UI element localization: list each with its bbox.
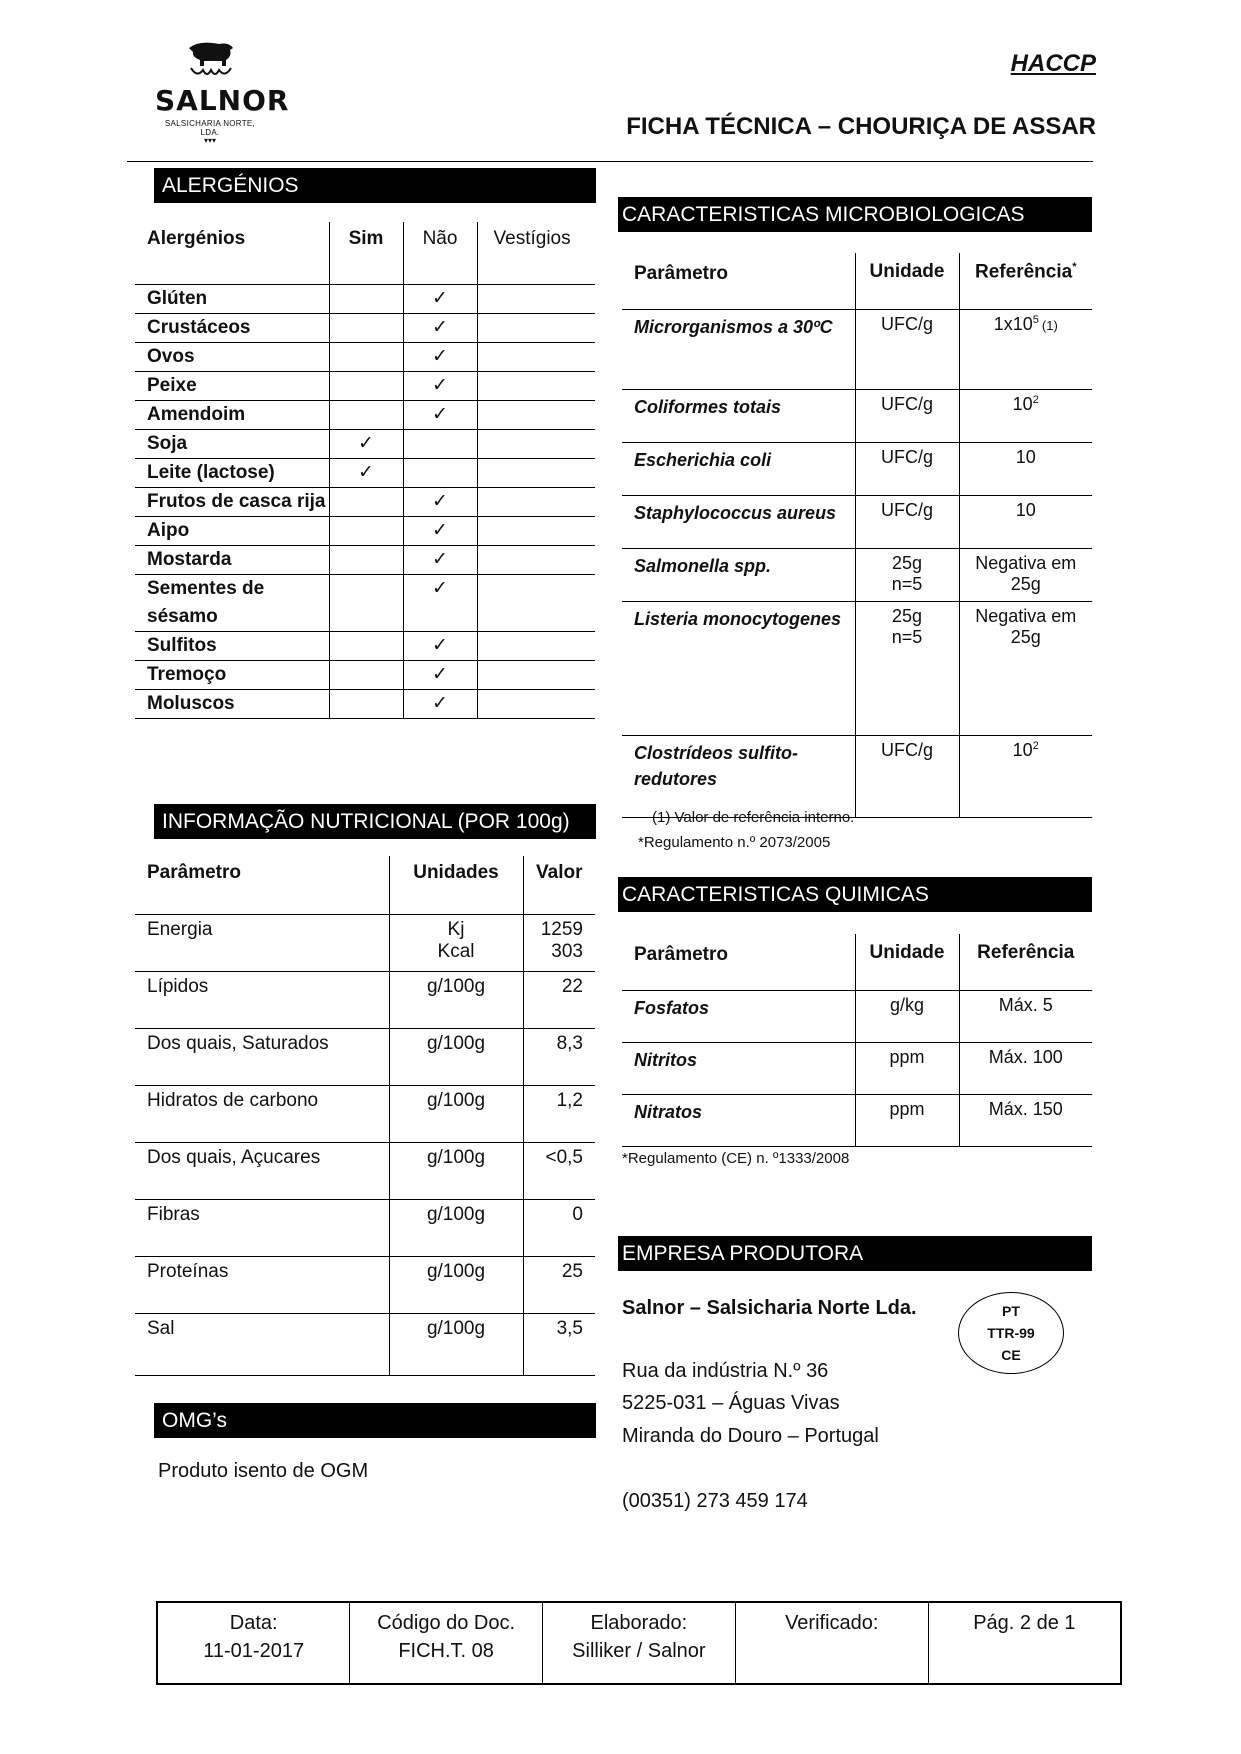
micro-unit-cell: [855, 442, 959, 495]
allergen-nao-cell: [403, 488, 477, 517]
nutrition-unit: g/100g: [426, 1146, 486, 1168]
allergen-nao-cell: [403, 372, 477, 401]
chem-ref: Máx. 150: [959, 1094, 1092, 1146]
footer-verified-label: Verificado:: [785, 1612, 879, 1634]
nutrition-value-cell: [523, 1028, 595, 1085]
col-header-units: Unidades: [389, 856, 523, 914]
allergen-sim-cell: [329, 488, 403, 517]
chem-param: Nitritos: [622, 1042, 855, 1094]
micro-ref-cell: [959, 309, 1092, 389]
allergen-sim-cell: [329, 459, 403, 488]
chem-table: [622, 934, 1092, 1147]
allergen-row: [135, 575, 595, 632]
allergen-nao-cell: [403, 459, 477, 488]
allergen-name: Moluscos: [135, 690, 329, 719]
micro-param: Microrganismos a 30ºC: [622, 309, 855, 389]
chem-row: [622, 990, 1092, 1042]
micro-unit: UFC/g: [880, 499, 933, 520]
micro-row: [622, 735, 1092, 817]
check-icon: ✓: [432, 345, 448, 367]
gmo-text: Produto isento de OGM: [158, 1460, 369, 1482]
allergen-vestigios-cell: [477, 314, 595, 343]
allergen-name: Tremoço: [135, 661, 329, 690]
col-header-vestigios: Vestígios: [477, 222, 595, 285]
check-icon: ✓: [432, 490, 448, 512]
nutrition-value-cell: [523, 1199, 595, 1256]
allergen-sim-cell: [329, 661, 403, 690]
micro-unit: UFC/g: [880, 739, 933, 760]
allergen-name: Mostarda: [135, 546, 329, 575]
micro-ref-cell: [959, 548, 1092, 601]
allergen-sim-cell: [329, 285, 403, 314]
allergen-name: Aipo: [135, 517, 329, 546]
check-icon: ✓: [432, 548, 448, 570]
chem-col-unit: Unidade: [855, 934, 959, 990]
micro-ref: 1x10: [993, 313, 1033, 334]
micro-unit-cell: [855, 601, 959, 735]
micro-ref-line: [960, 447, 1093, 468]
allergen-nao-cell: [403, 314, 477, 343]
col-header-value: Valor: [523, 856, 595, 914]
micro-ref: 10: [1012, 739, 1033, 760]
chem-ref: Máx. 5: [959, 990, 1092, 1042]
allergen-vestigios-cell: [477, 343, 595, 372]
footer-verified: [735, 1602, 928, 1684]
micro-row: [622, 495, 1092, 548]
allergen-name: Soja: [135, 430, 329, 459]
chem-col-param: Parâmetro: [622, 934, 855, 990]
footer-date: [157, 1602, 350, 1684]
micro-param: Listeria monocytogenes: [622, 601, 855, 735]
nutrition-value-2: 303: [551, 940, 583, 962]
footer-date-value: 11-01-2017: [203, 1640, 305, 1662]
nutrition-unit: g/100g: [426, 1260, 486, 1282]
nutrition-param: Sal: [135, 1313, 389, 1375]
company-address-3: Miranda do Douro – Portugal: [622, 1425, 879, 1447]
allergen-vestigios-cell: [477, 632, 595, 661]
micro-ref-cell: [959, 601, 1092, 735]
allergen-vestigios-cell: [477, 285, 595, 314]
nutrition-row: [135, 1256, 595, 1313]
nutrition-section-title: INFORMAÇÃO NUTRICIONAL (POR 100g): [154, 804, 596, 839]
micro-row: [622, 442, 1092, 495]
nutrition-value-cell: [523, 914, 595, 971]
nutrition-value-cell: [523, 1256, 595, 1313]
micro-unit-cell: [855, 389, 959, 442]
chem-note: *Regulamento (CE) n. º1333/2008: [622, 1150, 850, 1167]
document-footer: [156, 1601, 1122, 1685]
nutrition-value: 0: [572, 1203, 583, 1225]
micro-ref: 10: [1012, 393, 1033, 414]
micro-unit: UFC/g: [880, 313, 933, 334]
allergen-name: Crustáceos: [135, 314, 329, 343]
micro-ref-cell: [959, 442, 1092, 495]
micro-table: [622, 253, 1092, 818]
nutrition-param: Energia: [135, 914, 389, 971]
allergen-nao-cell: [403, 575, 477, 632]
allergen-vestigios-cell: [477, 401, 595, 430]
micro-ref-line: [960, 606, 1093, 627]
allergen-row: [135, 285, 595, 314]
micro-unit-cell: [855, 495, 959, 548]
nutrition-row: [135, 1142, 595, 1199]
chem-row: [622, 1094, 1092, 1146]
col-header-sim: Sim: [329, 222, 403, 285]
nutrition-value-cell: [523, 1313, 595, 1375]
nutrition-row: [135, 1085, 595, 1142]
allergen-vestigios-cell: [477, 517, 595, 546]
allergen-sim-cell: [329, 546, 403, 575]
allergen-vestigios-cell: [477, 372, 595, 401]
company-name: Salnor – Salsicharia Norte Lda.: [622, 1297, 917, 1319]
chem-unit: g/kg: [855, 990, 959, 1042]
micro-col-ref-mark: *: [1072, 261, 1077, 273]
micro-ref-line: [960, 740, 1093, 761]
allergen-name: Amendoim: [135, 401, 329, 430]
micro-ref: 10: [1015, 446, 1036, 467]
nutrition-row: [135, 1028, 595, 1085]
check-icon: ✓: [432, 519, 448, 541]
document-title: FICHA TÉCNICA – CHOURIÇA DE ASSAR: [626, 113, 1096, 140]
nutrition-unit: g/100g: [426, 1089, 486, 1111]
micro-row: [622, 309, 1092, 389]
check-icon: ✓: [432, 287, 448, 309]
allergen-sim-cell: [329, 430, 403, 459]
company-phone: (00351) 273 459 174: [622, 1490, 808, 1512]
nutrition-unit-cell: [389, 971, 523, 1028]
nutrition-value: <0,5: [545, 1146, 583, 1168]
nutrition-unit: g/100g: [426, 1317, 486, 1339]
micro-param: Clostrídeos sulfito-redutores: [622, 735, 855, 817]
col-header-nao: Não: [403, 222, 477, 285]
check-icon: ✓: [358, 461, 374, 483]
check-icon: ✓: [432, 634, 448, 656]
health-mark-stamp: [958, 1292, 1064, 1374]
chem-section-title: CARACTERISTICAS QUIMICAS: [618, 877, 1092, 912]
micro-unit-2: n=5: [891, 573, 923, 594]
nutrition-unit-cell: [389, 1256, 523, 1313]
allergen-sim-cell: [329, 343, 403, 372]
nutrition-unit-cell: [389, 1085, 523, 1142]
company-section-title: EMPRESA PRODUTORA: [618, 1236, 1092, 1271]
allergen-vestigios-cell: [477, 459, 595, 488]
micro-col-unit: Unidade: [855, 253, 959, 309]
micro-ref-2: 25g: [1010, 573, 1041, 594]
nutrition-value: 8,3: [556, 1032, 583, 1054]
check-icon: ✓: [432, 692, 448, 714]
allergen-row: [135, 343, 595, 372]
haccp-label: HACCP: [1010, 50, 1096, 77]
allergen-name: Glúten: [135, 285, 329, 314]
micro-param: Escherichia coli: [622, 442, 855, 495]
micro-ref-line: [960, 394, 1093, 415]
allergen-vestigios-cell: [477, 661, 595, 690]
nutrition-row: [135, 1199, 595, 1256]
nutrition-unit: g/100g: [426, 975, 486, 997]
micro-unit-cell: [855, 309, 959, 389]
nutrition-unit-2: Kcal: [437, 940, 475, 962]
micro-unit: 25g: [891, 552, 923, 573]
chem-ref: Máx. 100: [959, 1042, 1092, 1094]
nutrition-value-cell: [523, 971, 595, 1028]
micro-ref-line: [960, 553, 1093, 574]
allergen-sim-cell: [329, 372, 403, 401]
check-icon: ✓: [432, 663, 448, 685]
nutrition-value: 3,5: [556, 1317, 583, 1339]
allergen-nao-cell: [403, 285, 477, 314]
allergen-name: Ovos: [135, 343, 329, 372]
micro-ref-line: [960, 500, 1093, 521]
nutrition-unit-cell: [389, 914, 523, 971]
micro-row: [622, 601, 1092, 735]
allergen-nao-cell: [403, 546, 477, 575]
micro-ref: Negativa em: [975, 552, 1077, 573]
micro-ref-exponent: 5: [1032, 313, 1039, 326]
check-icon: ✓: [358, 432, 374, 454]
company-logo: [155, 38, 290, 148]
allergen-name: Peixe: [135, 372, 329, 401]
nutrition-row: [135, 1313, 595, 1375]
pig-logo-icon: [183, 38, 239, 82]
nutrition-param: Proteínas: [135, 1256, 389, 1313]
footer-prepared-label: Elaborado:: [590, 1612, 688, 1634]
allergen-name: Sulfitos: [135, 632, 329, 661]
stamp-line-3: CE: [1001, 1347, 1021, 1363]
allergen-row: [135, 488, 595, 517]
allergen-row: [135, 430, 595, 459]
chem-row: [622, 1042, 1092, 1094]
chem-param: Nitratos: [622, 1094, 855, 1146]
nutrition-table: [135, 856, 595, 1376]
allergen-sim-cell: [329, 517, 403, 546]
allergen-name: Frutos de casca rija: [135, 488, 329, 517]
micro-ref: Negativa em: [975, 605, 1077, 626]
allergens-table: [135, 222, 595, 719]
chem-unit: ppm: [855, 1042, 959, 1094]
allergen-row: [135, 459, 595, 488]
nutrition-value: 1259: [540, 918, 583, 940]
micro-section-title: CARACTERISTICAS MICROBIOLOGICAS: [618, 197, 1092, 232]
allergen-vestigios-cell: [477, 430, 595, 459]
gmo-section-title: OMG’s: [154, 1403, 596, 1438]
micro-unit-cell: [855, 548, 959, 601]
allergen-vestigios-cell: [477, 690, 595, 719]
micro-unit-2: n=5: [891, 626, 923, 647]
micro-param: Salmonella spp.: [622, 548, 855, 601]
check-icon: ✓: [432, 374, 448, 396]
micro-unit-cell: [855, 735, 959, 817]
nutrition-param: Lípidos: [135, 971, 389, 1028]
micro-unit: UFC/g: [880, 393, 933, 414]
nutrition-row: [135, 971, 595, 1028]
micro-unit: UFC/g: [880, 446, 933, 467]
micro-row: [622, 389, 1092, 442]
nutrition-unit: g/100g: [426, 1203, 486, 1225]
allergen-nao-cell: [403, 343, 477, 372]
footer-page-label: Pág. 2 de 1: [973, 1612, 1076, 1634]
micro-col-param: Parâmetro: [622, 253, 855, 309]
logo-subtitle: SALSICHARIA NORTE, LDA.: [164, 119, 256, 137]
footer-doc-code-value: FICH.T. 08: [398, 1640, 494, 1662]
allergen-row: [135, 661, 595, 690]
micro-ref-exponent: 2: [1032, 393, 1039, 406]
footer-doc-code: [350, 1602, 543, 1684]
check-icon: ✓: [432, 403, 448, 425]
allergen-nao-cell: [403, 401, 477, 430]
allergen-nao-cell: [403, 632, 477, 661]
nutrition-param: Fibras: [135, 1199, 389, 1256]
col-header-allergen: Alergénios: [135, 222, 329, 285]
micro-ref-cell: [959, 495, 1092, 548]
nutrition-param: Hidratos de carbono: [135, 1085, 389, 1142]
allergen-vestigios-cell: [477, 575, 595, 632]
footer-prepared-value: Silliker / Salnor: [572, 1640, 706, 1662]
nutrition-unit-cell: [389, 1142, 523, 1199]
stamp-line-2: TTR-99: [987, 1325, 1035, 1341]
allergen-nao-cell: [403, 690, 477, 719]
micro-unit: 25g: [891, 605, 923, 626]
micro-ref-exponent: 2: [1032, 739, 1039, 752]
stamp-line-1: PT: [1002, 1303, 1020, 1319]
micro-note-2: *Regulamento n.º 2073/2005: [638, 834, 831, 851]
micro-ref-cell: [959, 735, 1092, 817]
nutrition-unit: Kj: [447, 918, 465, 940]
check-icon: ✓: [432, 577, 448, 599]
company-address-2: 5225-031 – Águas Vivas: [622, 1392, 840, 1414]
allergen-sim-cell: [329, 314, 403, 343]
header-divider: [127, 161, 1093, 162]
micro-ref-2: 25g: [1010, 626, 1041, 647]
allergen-row: [135, 401, 595, 430]
allergens-section-title: ALERGÉNIOS: [154, 168, 596, 203]
nutrition-param: Dos quais, Saturados: [135, 1028, 389, 1085]
allergen-vestigios-cell: [477, 488, 595, 517]
company-address-1: Rua da indústria N.º 36: [622, 1360, 829, 1382]
micro-param: Coliformes totais: [622, 389, 855, 442]
nutrition-value: 1,2: [556, 1089, 583, 1111]
nutrition-value-cell: [523, 1142, 595, 1199]
chem-unit: ppm: [855, 1094, 959, 1146]
col-header-param: Parâmetro: [135, 856, 389, 914]
footer-doc-code-label: Código do Doc.: [377, 1612, 516, 1634]
nutrition-unit-cell: [389, 1313, 523, 1375]
nutrition-value-cell: [523, 1085, 595, 1142]
logo-dots: ▾▾▾: [203, 136, 217, 145]
micro-ref-note: (1): [1041, 317, 1058, 333]
nutrition-value: 22: [561, 975, 583, 997]
nutrition-row: [135, 914, 595, 971]
footer-prepared: [542, 1602, 735, 1684]
allergen-row: [135, 314, 595, 343]
micro-param: Staphylococcus aureus: [622, 495, 855, 548]
footer-date-label: Data:: [229, 1612, 278, 1634]
micro-note-1: (1) Valor de referência interno.: [652, 809, 855, 826]
allergen-row: [135, 632, 595, 661]
allergen-sim-cell: [329, 632, 403, 661]
nutrition-unit: g/100g: [426, 1032, 486, 1054]
allergen-name: Sementes de sésamo: [135, 575, 329, 632]
allergen-nao-cell: [403, 430, 477, 459]
micro-ref: 10: [1015, 499, 1036, 520]
allergen-row: [135, 690, 595, 719]
allergen-vestigios-cell: [477, 546, 595, 575]
allergen-row: [135, 546, 595, 575]
allergen-sim-cell: [329, 690, 403, 719]
micro-row: [622, 548, 1092, 601]
allergen-row: [135, 517, 595, 546]
allergen-row: [135, 372, 595, 401]
nutrition-param: Dos quais, Açucares: [135, 1142, 389, 1199]
nutrition-unit-cell: [389, 1028, 523, 1085]
micro-col-ref: [959, 253, 1092, 309]
logo-brand: SALNOR: [155, 84, 290, 117]
micro-ref-cell: [959, 389, 1092, 442]
nutrition-unit-cell: [389, 1199, 523, 1256]
allergen-nao-cell: [403, 517, 477, 546]
allergen-name: Leite (lactose): [135, 459, 329, 488]
allergen-sim-cell: [329, 401, 403, 430]
footer-page: [928, 1602, 1121, 1684]
micro-ref-line: [960, 314, 1093, 335]
chem-col-ref: Referência: [959, 934, 1092, 990]
nutrition-value: 25: [561, 1260, 583, 1282]
micro-col-ref-label: Referência: [975, 261, 1073, 283]
allergen-sim-cell: [329, 575, 403, 632]
chem-param: Fosfatos: [622, 990, 855, 1042]
allergen-nao-cell: [403, 661, 477, 690]
check-icon: ✓: [432, 316, 448, 338]
